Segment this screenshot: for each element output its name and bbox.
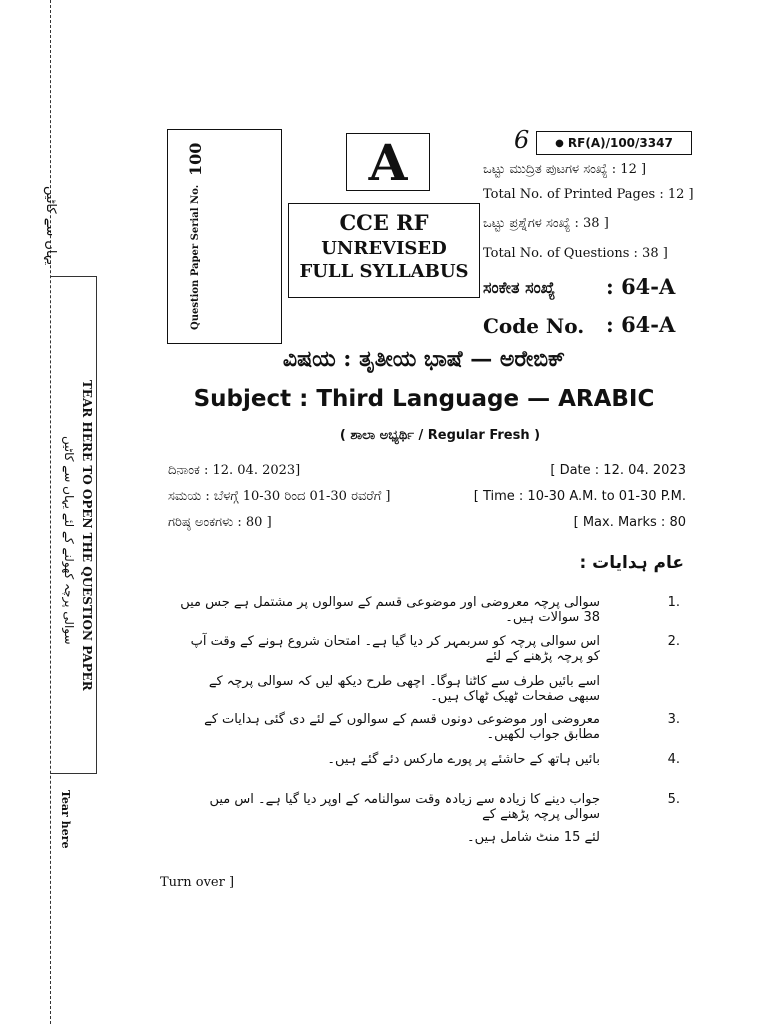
code-number-english-label: Code No. — [483, 314, 585, 338]
max-marks-english: [ Max. Marks : 80 — [573, 515, 686, 530]
exam-type-line1: CCE RF — [339, 210, 429, 235]
turn-over-label: Turn over ] — [160, 875, 235, 890]
code-number-kannada-value: : 64-A — [606, 274, 676, 299]
exam-type-line3: FULL SYLLABUS — [299, 261, 469, 282]
instruction-text: سوالی پرچہ معروضی اور موضوعی قسم کے سوالوں پر مشتمل ہے جس میں 38 سوالات ہیں۔ — [180, 595, 600, 625]
instruction-text: لئے 15 منٹ شامل ہیں۔ — [467, 830, 600, 845]
serial-number-label: Question Paper Serial No. — [190, 184, 201, 330]
instruction-item — [180, 792, 680, 822]
instruction-text: معروضی اور موضوعی دونوں قسم کے سوالوں کے لئے دی گئی ہدایات کے مطابق جواب لکھیں۔ — [204, 712, 600, 742]
instruction-text: اسے بائیں طرف سے کاٹنا ہوگا۔ اچھی طرح دیکھ لیں کہ سوالی پرچہ کے سبھی صفحات ٹھیک ٹھاک ہیں۔ — [208, 674, 600, 704]
instruction-number: 5. — [667, 792, 680, 807]
serial-number-value: 100 — [186, 142, 205, 176]
time-kannada: ಸಮಯ : ಬೆಳಗ್ಗೆ 10-30 ರಿಂದ 01-30 ರವರೆಗೆ ] — [168, 489, 391, 504]
bullet-icon: ● — [555, 137, 564, 149]
subject-english: Subject : Third Language — ARABIC — [193, 386, 655, 412]
code-number-kannada-label: ಸಂಕೇತ ಸಂಖ್ಯೆ — [483, 278, 556, 297]
time-english: [ Time : 10-30 A.M. to 01-30 P.M. — [473, 489, 686, 504]
instruction-number: 4. — [667, 752, 680, 767]
exam-type-line2: UNREVISED — [321, 238, 447, 259]
printed-pages-kannada: ಒಟ್ಟು ಮುದ್ರಿತ ಪುಟಗಳ ಸಂಖ್ಯೆ : 12 ] — [483, 162, 647, 177]
paper-code: RF(A)/100/3347 — [567, 136, 673, 150]
instruction-text: جواب دینے کا زیادہ سے زیادہ وقت سوالنامہ کے اوپر دیا گیا ہے۔ اس میں سوالی پرچہ پڑھنے کے — [209, 792, 600, 822]
instruction-continuation — [180, 674, 680, 704]
tear-open-urdu: سوالی پرچہ کھولنے کے لئے یہاں سے کاٹیں — [62, 436, 76, 645]
instruction-item — [180, 752, 680, 767]
tear-open-label: TEAR HERE TO OPEN THE QUESTION PAPER — [80, 380, 94, 691]
printed-pages-english: Total No. of Printed Pages : 12 ] — [483, 187, 694, 202]
paper-version: A — [346, 133, 430, 191]
date-kannada: ದಿನಾಂಕ : 12. 04. 2023] — [168, 463, 301, 478]
instruction-number: 1. — [667, 595, 680, 610]
max-marks-kannada: ಗರಿಷ್ಠ ಅಂಕಗಳು : 80 ] — [168, 515, 272, 530]
total-questions-kannada: ಒಟ್ಟು ಪ್ರಶ್ನೆಗಳ ಸಂಖ್ಯೆ : 38 ] — [483, 216, 609, 231]
tear-here-label: Tear here — [59, 790, 72, 849]
candidate-type: ( ಶಾಲಾ ಅಭ್ಯರ್ಥಿ / Regular Fresh ) — [339, 428, 541, 443]
cut-here-urdu: یہاں سے کاٹیں — [43, 186, 58, 266]
date-english: [ Date : 12. 04. 2023 — [550, 463, 686, 478]
exam-type-box — [288, 203, 480, 298]
instruction-number: 2. — [667, 634, 680, 649]
instruction-item — [180, 595, 680, 625]
instruction-number: 3. — [667, 712, 680, 727]
instruction-text: بائیں ہاتھ کے حاشئے پر پورے مارکس دئے گئے ہیں۔ — [327, 752, 600, 767]
instruction-text: اس سوالی پرچہ کو سربمہر کر دیا گیا ہے۔ امتحان شروع ہونے کے وقت آپ کو پرچہ پڑھنے کے لئے — [190, 634, 600, 664]
page-number: 6 — [514, 126, 530, 154]
instruction-item — [180, 634, 680, 664]
serial-number-box — [167, 129, 282, 344]
paper-code-box — [536, 131, 692, 155]
code-number-english-value: : 64-A — [606, 312, 676, 337]
subject-kannada: ವಿಷಯ : ತೃತೀಯ ಭಾಷೆ — ಅರೇಬಿಕ್ — [282, 346, 566, 372]
total-questions-english: Total No. of Questions : 38 ] — [483, 246, 668, 261]
instructions-heading: عام ہدایات : — [579, 553, 684, 573]
instruction-continuation — [180, 830, 680, 845]
instruction-item — [180, 712, 680, 742]
